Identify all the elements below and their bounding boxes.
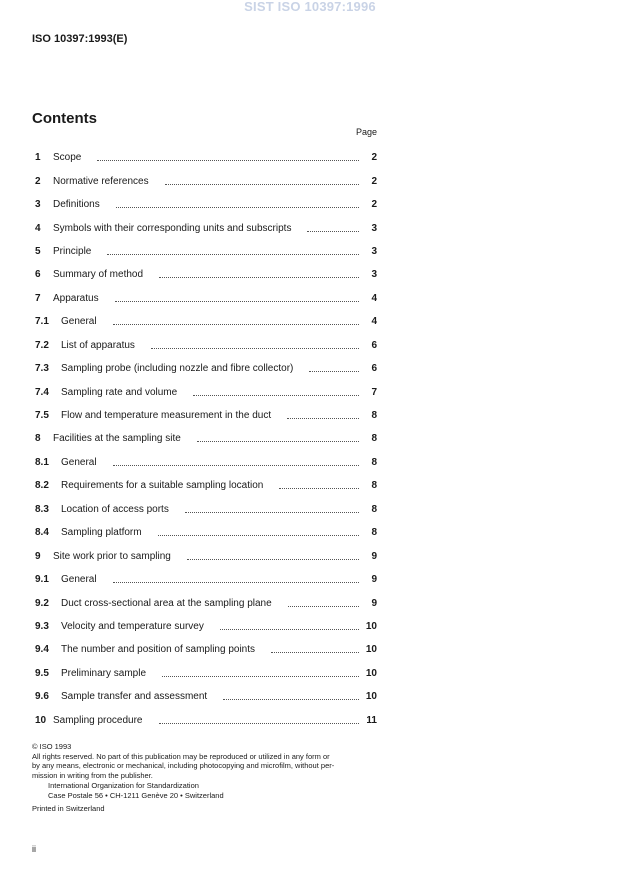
toc-entry[interactable] (35, 310, 377, 333)
toc-entry-page: 9 (371, 550, 377, 562)
toc-entry[interactable] (35, 615, 377, 638)
toc-leader-dots (159, 723, 360, 724)
toc-entry-page: 11 (366, 714, 377, 726)
toc-entry-title: Requirements for a suitable sampling location (61, 480, 264, 492)
toc-entry-page: 8 (371, 527, 377, 539)
toc-entry-page: 3 (371, 269, 377, 281)
toc-entry[interactable] (35, 451, 377, 474)
publisher-postal-address: Case Postale 56 • CH-1211 Genève 20 • Switzerland (48, 790, 224, 800)
toc-entry-page: 3 (371, 245, 377, 257)
toc-entry-page: 7 (371, 386, 377, 398)
toc-leader-dots (193, 395, 359, 396)
toc-leader-dots (115, 301, 359, 302)
toc-entry-page: 9 (371, 574, 377, 586)
copyright-line: All rights reserved. No part of this publication may be reproduced or utilized in any form or (32, 751, 330, 761)
toc-entry[interactable] (35, 427, 377, 450)
toc-leader-dots (165, 184, 359, 185)
toc-entry[interactable] (35, 544, 377, 567)
toc-entry-title: The number and position of sampling points (61, 644, 256, 656)
toc-entry-title: Normative references (53, 175, 149, 187)
toc-entry-page: 2 (371, 199, 377, 211)
toc-entry-page: 8 (371, 456, 377, 468)
toc-entry-title: Sampling rate and volume (61, 386, 178, 398)
toc-entry-page: 4 (371, 316, 377, 328)
toc-entry[interactable] (35, 404, 377, 427)
toc-leader-dots (97, 160, 359, 161)
toc-entry[interactable] (35, 568, 377, 591)
toc-entry-number: 1 (35, 152, 41, 164)
toc-entry-number: 7.4 (35, 386, 49, 398)
toc-leader-dots (279, 488, 359, 489)
toc-entry-number: 7.3 (35, 363, 49, 375)
toc-entry-number: 9.1 (35, 574, 49, 586)
toc-entry-title: General (61, 574, 97, 586)
toc-leader-dots (113, 582, 359, 583)
toc-leader-dots (162, 676, 359, 677)
toc-entry[interactable] (35, 357, 377, 380)
toc-entry-title: General (61, 316, 97, 328)
toc-entry[interactable] (35, 287, 377, 310)
toc-entry-number: 8.2 (35, 480, 49, 492)
toc-leader-dots (288, 606, 359, 607)
toc-entry[interactable] (35, 662, 377, 685)
toc-leader-dots (185, 512, 359, 513)
table-of-contents (35, 146, 377, 732)
toc-entry-number: 7.1 (35, 316, 49, 328)
toc-entry-number: 9.6 (35, 691, 49, 703)
toc-entry[interactable] (35, 216, 377, 239)
printed-notice: Printed in Switzerland (32, 804, 105, 813)
toc-entry-title: Sampling platform (61, 527, 142, 539)
toc-entry[interactable] (35, 334, 377, 357)
toc-entry-title: Sampling probe (including nozzle and fibre collector) (61, 363, 294, 375)
toc-leader-dots (158, 535, 359, 536)
toc-entry-number: 7.2 (35, 339, 49, 351)
toc-entry-page: 3 (371, 222, 377, 234)
toc-leader-dots (307, 231, 359, 232)
toc-entry-number: 3 (35, 199, 41, 211)
toc-leader-dots (187, 559, 359, 560)
toc-entry-page: 6 (371, 339, 377, 351)
toc-entry-title: Duct cross-sectional area at the sampling plane (61, 597, 272, 609)
toc-entry-page: 9 (371, 597, 377, 609)
toc-leader-dots (223, 699, 359, 700)
toc-entry-page: 10 (365, 620, 377, 632)
toc-entry-number: 8.1 (35, 456, 49, 468)
toc-entry-title: Site work prior to sampling (53, 550, 171, 562)
toc-entry[interactable] (35, 474, 377, 497)
toc-entry-page: 10 (365, 691, 377, 703)
toc-leader-dots (271, 652, 359, 653)
toc-leader-dots (309, 371, 359, 372)
toc-entry-title: Velocity and temperature survey (61, 620, 204, 632)
toc-leader-dots (113, 324, 359, 325)
copyright-line: © ISO 1993 (32, 742, 72, 751)
publisher-address (48, 781, 224, 800)
toc-entry[interactable] (35, 685, 377, 708)
toc-entry[interactable] (35, 709, 377, 732)
copyright-line: by any means, electronic or mechanical, including photocopying and microfilm, without per- (32, 761, 335, 770)
toc-entry-title: Location of access ports (61, 503, 169, 515)
toc-entry-title: Scope (53, 152, 82, 164)
toc-entry[interactable] (35, 380, 377, 403)
toc-entry[interactable] (35, 498, 377, 521)
toc-entry[interactable] (35, 146, 377, 169)
toc-entry-title: Preliminary sample (61, 667, 147, 679)
toc-entry-number: 9.3 (35, 620, 49, 632)
toc-entry-number: 8 (35, 433, 41, 445)
toc-entry-page: 8 (371, 480, 377, 492)
toc-entry-page: 6 (371, 363, 377, 375)
toc-entry-page: 10 (365, 667, 377, 679)
toc-entry-page: 4 (371, 292, 377, 304)
watermark: SIST ISO 10397:1996 (244, 0, 376, 14)
toc-entry-number: 8.4 (35, 527, 49, 539)
toc-leader-dots (220, 629, 359, 630)
toc-entry-title: Definitions (53, 199, 100, 211)
toc-entry-page: 2 (371, 175, 377, 187)
toc-entry-title: Facilities at the sampling site (53, 433, 181, 445)
toc-entry-page: 2 (371, 152, 377, 164)
toc-entry-title: Sample transfer and assessment (61, 691, 208, 703)
toc-entry-number: 9.4 (35, 644, 49, 656)
toc-leader-dots (116, 207, 359, 208)
toc-entry-title: Flow and temperature measurement in the duct (61, 410, 272, 422)
toc-leader-dots (159, 277, 359, 278)
toc-entry[interactable] (35, 240, 377, 263)
toc-entry-title: List of apparatus (61, 339, 135, 351)
toc-entry-page: 10 (365, 644, 377, 656)
toc-entry[interactable] (35, 193, 377, 216)
toc-entry-number: 9.2 (35, 597, 49, 609)
toc-entry-number: 7.5 (35, 410, 49, 422)
toc-entry-page: 8 (371, 503, 377, 515)
document-identifier: ISO 10397:1993(E) (32, 33, 128, 45)
toc-leader-dots (107, 254, 359, 255)
toc-leader-dots (197, 441, 359, 442)
toc-entry-number: 7 (35, 292, 41, 304)
copyright-notice (32, 742, 382, 780)
toc-entry[interactable] (35, 521, 377, 544)
toc-entry-number: 9.5 (35, 667, 49, 679)
toc-entry-number: 5 (35, 245, 41, 257)
toc-entry-title: Principle (53, 245, 92, 257)
toc-entry-number: 10 (35, 714, 47, 726)
toc-entry-number: 6 (35, 269, 41, 281)
toc-entry-page: 8 (371, 433, 377, 445)
publisher-name: International Organization for Standardization (48, 781, 199, 790)
toc-entry[interactable] (35, 169, 377, 192)
toc-entry-title: Summary of method (53, 269, 144, 281)
toc-leader-dots (287, 418, 359, 419)
toc-entry[interactable] (35, 591, 377, 614)
toc-entry[interactable] (35, 638, 377, 661)
toc-leader-dots (151, 348, 359, 349)
page-column-label: Page (355, 127, 377, 137)
toc-leader-dots (113, 465, 359, 466)
toc-entry-page: 8 (371, 410, 377, 422)
toc-entry-title: Sampling procedure (53, 714, 143, 726)
page-title: Contents (32, 110, 97, 127)
page-number: ii (32, 844, 36, 854)
copyright-line: mission in writing from the publisher. (32, 770, 153, 780)
toc-entry-title: Symbols with their corresponding units and subscripts (53, 222, 292, 234)
toc-entry-title: Apparatus (53, 292, 99, 304)
toc-entry[interactable] (35, 263, 377, 286)
toc-entry-title: General (61, 456, 97, 468)
toc-entry-number: 9 (35, 550, 41, 562)
toc-entry-number: 8.3 (35, 503, 49, 515)
toc-entry-number: 2 (35, 175, 41, 187)
toc-entry-number: 4 (35, 222, 41, 234)
